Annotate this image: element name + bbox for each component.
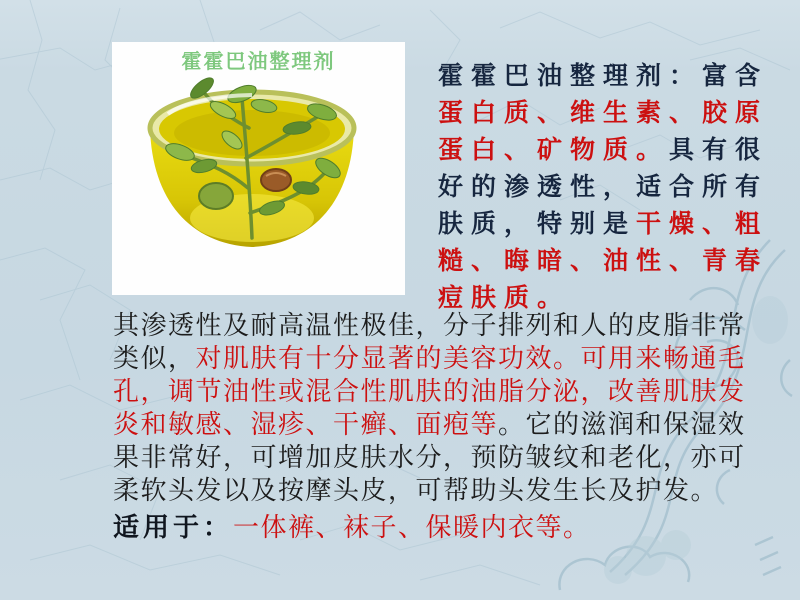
text-segment: 炎和敏感、湿疹、干癣、面疱等 [113, 410, 499, 440]
body-text-block [113, 310, 773, 508]
text-line [113, 475, 773, 508]
text-line [113, 442, 773, 475]
photo-caption: 霍霍巴油整理剂 [181, 49, 336, 73]
text-line [438, 242, 790, 279]
text-line [438, 57, 790, 94]
text-segment: 其渗透性及耐高温性极佳，分子排列和人的皮脂非常 [113, 311, 746, 341]
jojoba-photo-card [112, 42, 405, 295]
usage-line [113, 511, 773, 545]
text-segment: 好的渗透性，适合所有 [438, 172, 769, 201]
text-line [113, 343, 773, 376]
text-segment: 具有很 [669, 135, 769, 164]
text-line [113, 376, 773, 409]
text-segment: 。它的滋润和保湿效 [498, 410, 746, 440]
text-segment: 适用于： [113, 513, 234, 543]
text-line [438, 168, 790, 205]
text-line [438, 94, 790, 131]
intro-text-block [438, 57, 790, 316]
text-line [113, 409, 773, 442]
text-line [438, 131, 790, 168]
text-segment: 蛋白、矿物质。 [438, 135, 670, 164]
text-segment: 痘肤质。 [438, 283, 571, 312]
text-segment: 孔，调节油性或混合性肌肤的油脂分泌，改善肌肤发 [113, 377, 746, 407]
jojoba-oil-bowl-image [124, 68, 380, 290]
text-line [438, 205, 790, 242]
text-segment: 柔软头发以及按摩头皮，可帮助头发生长及护发。 [113, 476, 719, 506]
text-segment: 一体裤、袜子、保暖内衣等。 [233, 513, 591, 543]
text-segment: 糙、晦暗、油性、青春 [438, 246, 769, 275]
text-segment: 对肌肤有十分显著的美容功效。可用来畅通毛 [195, 344, 746, 374]
text-segment: 果非常好，可增加皮肤水分，预防皱纹和老化，亦可 [113, 443, 746, 473]
text-segment: 类似， [113, 344, 196, 374]
text-segment: 干燥、粗 [636, 209, 769, 238]
text-line [113, 310, 773, 343]
text-line [113, 511, 773, 545]
text-segment: 肤质，特别是 [438, 209, 637, 238]
text-segment: 蛋白质、维生素、胶原 [438, 98, 769, 127]
text-segment: 霍霍巴油整理剂：富含 [438, 61, 769, 90]
